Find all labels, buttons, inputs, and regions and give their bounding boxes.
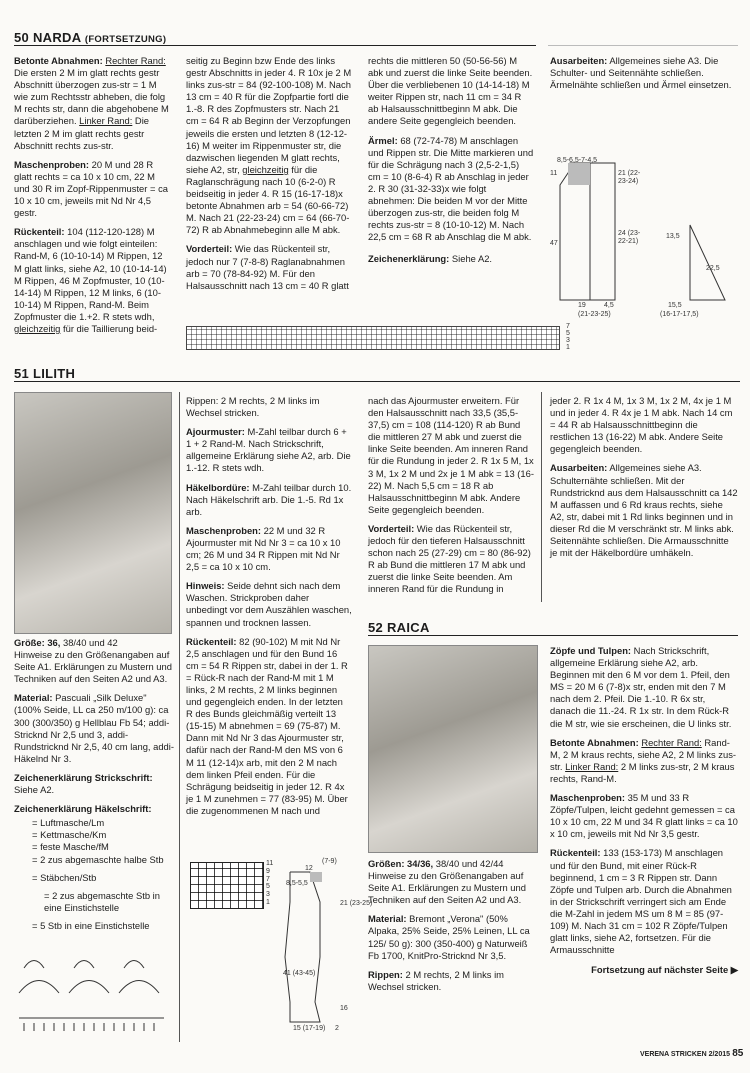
lilith-photo [14,392,172,634]
dim-label: 16 [340,1005,348,1012]
sleeve-shape [690,225,725,300]
narda-col1: Betonte Abnahmen: Rechter Rand: Die ersten 2 M im glatt rechts gestr Abschnitt überzogen zus-str = 1 M wie zum Rechtsstr abheben, die folg M rechts str, dann die abgehobene M darüberziehen. Linker Rand: Die letzten 2 M im glatt rechts gestr Abschnitt rechts zus-str. Maschenproben: 20 M und 28 R glatt rechts = ca 10 x 10 cm, 22 M und 30 R im Zopf-Rippenmuster = ca 10 x 10 cm, jeweils mit Nd Nr 4,5 gestr. Rückenteil: 104 (112-120-128) M anschlagen und wie folgt einteilen: Rand-M, 6 (10-10-14) M Rippen, 12 M glatt links, siehe A2, 10 (10-14-14) M Rippen, 46 M Zopfmuster, 10 (10-14-14) M Rippen, 12 M links, 6 (10-10-14) M Rippen, Rand-M. Beim Zopfmuster die 1.+2. R stets wdh, gleichzeitig für die Taillierung beid- [14,55,169,334]
lilith-col3: nach das Ajourmuster erweitern. Für den Halsausschnitt nach 33,5 (35,5-37,5) cm = 108 (114-120) R ab Bund die mittleren 27 M abk und zuerst die linke Seite beenden. Am inneren Rand für die Rundung in jeder 2. R 1x 5 M, 1x 3 M, 1x 2 M und 2x je 1 M abk = 13 (16-22) M. Nach 5,5 cm = 18 R ab Halsausschnittbeginn M abk. Andere Seite gegengleich beenden. Vorderteil: Wie das Rückenteil str, jedoch für den tieferen Halsausschnitt schon nach 25 (27-29) cm = 80 (86-92) R ab Bund die mittleren 17 M abk und zuerst die linke Seite beenden. Am inneren Rand für die Rundung in [368,395,534,595]
narda-col4: Ausarbeiten: Allgemeines siehe A3. Die Schulter- und Seitennähte schließen. Ärmelnähte schließen und Ärmel einsetzen. [550,55,732,91]
divider [179,392,180,1042]
dim-label: 24 (23-22-21) [618,230,641,245]
dim-label: (16-17-17,5) [660,311,699,318]
lilith-knit-chart [190,862,264,909]
strip-row-labels: 7 5 3 1 [566,323,570,351]
neck-area [568,163,590,185]
crochet-arc [19,981,159,994]
dim-label: 8,5-6,5-7-4,5 [557,157,598,164]
divider [14,45,536,46]
dim-label: 21 (22-23-24) [618,170,641,185]
legend-list [14,817,174,932]
legend-item: = Stäbchen/Stb [32,871,97,883]
legend-item: = Kettmasche/Km [32,829,107,841]
dim-label: 15,5 [668,302,682,309]
raica-title: 52 RAICA [368,620,430,635]
dim-label: (7-9) [322,858,337,865]
crochet-ticks [24,1023,154,1031]
dim-label: 11 [550,170,558,177]
neck-area [310,872,322,882]
legend-item: = feste Masche/fM [32,841,109,853]
lilith-schematic [280,862,360,1037]
lilith-col4: jeder 2. R 1x 4 M, 1x 3 M, 1x 2 M, 4x je 1 M und in jeder 4. R 4x je 1 M abk. Nach 14 cm = 44 R ab Halsausschnittbeginn die restlichen 13 (16-22) M abk. Andere Seite gegengleich beenden. Ausarbeiten: Allgemeines siehe A3. Schulternähte schließen. Mit der Rundstricknd aus dem Halsausschnitt ca 142 M auffassen und 6 Rd kraus rechts, siehe A2, str, dabei mit 1 Rd links beginnen und in dieser Rd die M verschränkt str. M links abk. Seitennähte schließen. Die Armausschnitte je mit der Häkelbordüre umhäkeln. [550,395,738,559]
legend-item: = 2 zus abgemaschte Stb in eine Einstichstelle [44,889,160,913]
crochet-arc [24,961,144,969]
narda-schematic [550,115,740,325]
lilith-col1: Größe: 36, 38/40 und 42 Hinweise zu den Größenangaben auf Seite A1. Erklärungen zu Mustern und Techniken auf den Seiten A2 und A3. Material: Pascuali „Silk Deluxe" (100% Seide, LL ca 250 m/100 g): ca 300 (300/350) g Hellblau Fb 54; addi-Stricknd Nr 2,5 und 3, addi-Rundstricknd Nr 2,5, 40 cm lang, addi-Häkelnd Nr 3. Zeichenerklärung Strickschrift: Siehe A2. Zeichenerklärung Häkelschrift: = Luftmasche/Lm = Kettmasche/Km = feste Masche/fM = 2 zus abgemaschte halbe Stb = Stäbchen/Stb = 2 zus abgemaschte Stb in eine Einstichstelle = 5 Stb in eine Einstichstelle [14,637,174,931]
dim-label: 22,5 [706,265,720,272]
dim-label: 2 [335,1025,339,1032]
crochet-chart [14,948,174,1033]
dim-label: 21 (23-25) [340,900,373,907]
dim-label: 4,5 [604,302,614,309]
narda-col3: rechts die mittleren 50 (50-56-56) M abk und zuerst die linke Seite beenden. Über die verbliebenen 10 (14-14-18) M weiter Rippen str, nach 11 cm = 34 R ab Halsausschnittbeginn M abk. Die andere Seite gegengleich beenden. Ärmel: 68 (72-74-78) M anschlagen und Rippen str. Die Mitte markieren und für die Schrägung nach 3 (2,5-2-1,5) cm = 10 (8-6-4) R ab Anschlag in jeder 2. R 30 (31-32-33)x wie folgt abnehmen: Die beiden M vor der Mitte überzogen zus-str, die beiden folg M rechts zus-str = 8 (10-10-12) M. Nach 22,5 cm = 68 R ab Anschlag die M abk. Zeichenerklärung: Siehe A2. [368,55,534,265]
dim-label: 13,5 [666,233,680,240]
lilith-title: 51 LILITH [14,366,76,381]
body-shape [285,872,320,1022]
narda-title: 50 NARDA (FORTSETZUNG) [14,30,167,45]
dim-label: 8,5-5,5 [286,880,308,887]
divider [14,381,740,382]
divider [368,635,738,636]
legend-item: = Luftmasche/Lm [32,817,105,829]
raica-col1: Größen: 34/36, 38/40 und 42/44 Hinweise zu den Größenangaben auf Seite A1. Erklärungen zu Mustern und Techniken auf den Seiten A2 und A3. Material: Bremont „Verona" (50% Alpaka, 25% Seide, 25% Leinen, LL ca 125/ 50 g): 300 (350-400) g Naturweiß Fb 1700, KnitPro-Stricknd Nr 3,5. Rippen: 2 M rechts, 2 M links im Wechsel stricken. [368,858,530,992]
dim-label: 19 [578,302,586,309]
legend-item: = 5 Stb in eine Einstichstelle [32,919,150,931]
narda-col2: seitig zu Beginn bzw Ende des links gestr Abschnitts in jeder 4. R 10x je 2 M links zus-str = 84 (92-100-108) M. Nach 13 cm = 40 R für die Zopfpartie fortl die 1.-8. R des Zopfmusters str. Nach 21 cm = 64 R ab Beginn der Verzopfungen jeweils die ersten und letzten 8 (12-12-16) M weiter im Rippenmuster str, die dazwischen liegenden M glatt rechts, siehe A2, str, gleichzeitig für die Raglanschrägung nach 10 (6-2-0) R beidseitig in jeder 4. R 15 (16-17-18)x betonte Abnahmen arb = 54 (60-66-72) M. Nach 21 (22-23-24) cm = 64 (66-70-72) R ab Abnahmebeginn alle M abk. Vorderteil: Wie das Rückenteil str, jedoch nur 7 (7-8-8) Raglanabnahmen arb = 70 (78-84-92) M. Für den Halsausschnitt nach 13 cm = 40 R glatt [186,55,352,291]
raica-photo [368,645,538,853]
body-shape [590,163,615,300]
chart-row-labels: 11 9 7 5 3 1 [266,860,274,906]
dim-label: 12 [305,865,313,872]
divider [548,45,738,46]
raica-col2: Zöpfe und Tulpen: Nach Strickschrift, allgemeine Erklärung siehe A2, arb. Beginnen mit den 6 M vor dem 1. Pfeil, den MS = 20 M 6 (7-8)x str, enden mit den 7 M nach dem 2. Pfeil. Die 1.-10. R 6x str, danach die 11.-24. R 1x str. In dem Rück-R die M str, wie sie erscheinen, die U links str. Betonte Abnahmen: Rechter Rand: Rand-M, 2 M kraus rechts, siehe A2, 2 M links zus-str. Linker Rand: 2 M links zus-str, 2 M kraus rechts, Rand-M. Maschenproben: 35 M und 33 R Zöpfe/Tulpen, leicht gedehnt gemessen = ca 10 x 10 cm, 22 M und 34 R glatt links = ca 10 x 10 cm, jeweils mit Nd Nr 3,5 gestr. Rückenteil: 133 (153-173) M anschlagen und für den Bund, mit einer Rück-R beginnend, 1 cm = 3 R Rippen str. Dann Zöpfe und Tulpen arb. Durch die Abnahmen in der Strickschrift verringert sich am Ende die M-Zahl in jedem MS um 8 M = 85 (97-109) M. Nach 31 cm = 102 R Zöpfe/Tulpen glatt links, siehe A2, fortsetzen. Für die Armausschnitte Fortsetzung auf nächster Seite ▶ [550,645,738,976]
dim-label: 15 (17-19) [293,1025,326,1032]
divider [541,392,542,602]
dim-label: 41 (43-45) [283,970,316,977]
dim-label: 47 [550,240,558,247]
narda-stitch-chart [186,326,560,350]
lilith-col2: Rippen: 2 M rechts, 2 M links im Wechsel stricken. Ajourmuster: M-Zahl teilbar durch 6 + 1 + 2 Rand-M. Nach Strickschrift, allgemeine Erklärung siehe A2, arb. Die 1.-12. R stets wdh. Häkelbordüre: M-Zahl teilbar durch 10. Nach Häkelschrift arb. Die 1.-5. Rd 1x arb. Maschenproben: 22 M und 32 R Ajourmuster mit Nd Nr 3 = ca 10 x 10 cm; 26 M und 34 R Rippen mit Nd Nr 2,5 = ca 10 x 10 cm. Hinweis: Seide dehnt sich nach dem Waschen. Strickproben daher unbedingt vor dem Auszählen waschen, spannen und trocknen lassen. Rückenteil: 82 (90-102) M mit Nd Nr 2,5 anschlagen und für den Bund 16 cm = 54 R Rippen str, dabei in der 1. R = Rück-R nach der Rand-M mit 1 M links, 2 M rechts, 2 M links beginnen und gegengleich enden. In der letzten R des Bunds gleichmäßig verteilt 13 (15-15) M abnehmen = 69 (75-87) M. Dann mit Nd Nr 3 das Ajourmuster str, dafür nach der Rand-M den MS von 6 M 11 (12-14)x arb, mit den 2 M nach dem linken Pfeil enden. Für die Schrägung beidseitig in jeder 12. R 4x je 1 M zunehmen = 77 (83-95) M. Über die zugenommenen M nach und [186,395,352,816]
legend-item: = 2 zus abgemaschte halbe Stb [32,853,164,865]
continue-link: Fortsetzung auf nächster Seite ▶ [591,964,738,976]
dim-label: (21-23-25) [578,311,611,318]
page-footer: VERENA STRICKEN 2/2015 85 [640,1048,744,1059]
